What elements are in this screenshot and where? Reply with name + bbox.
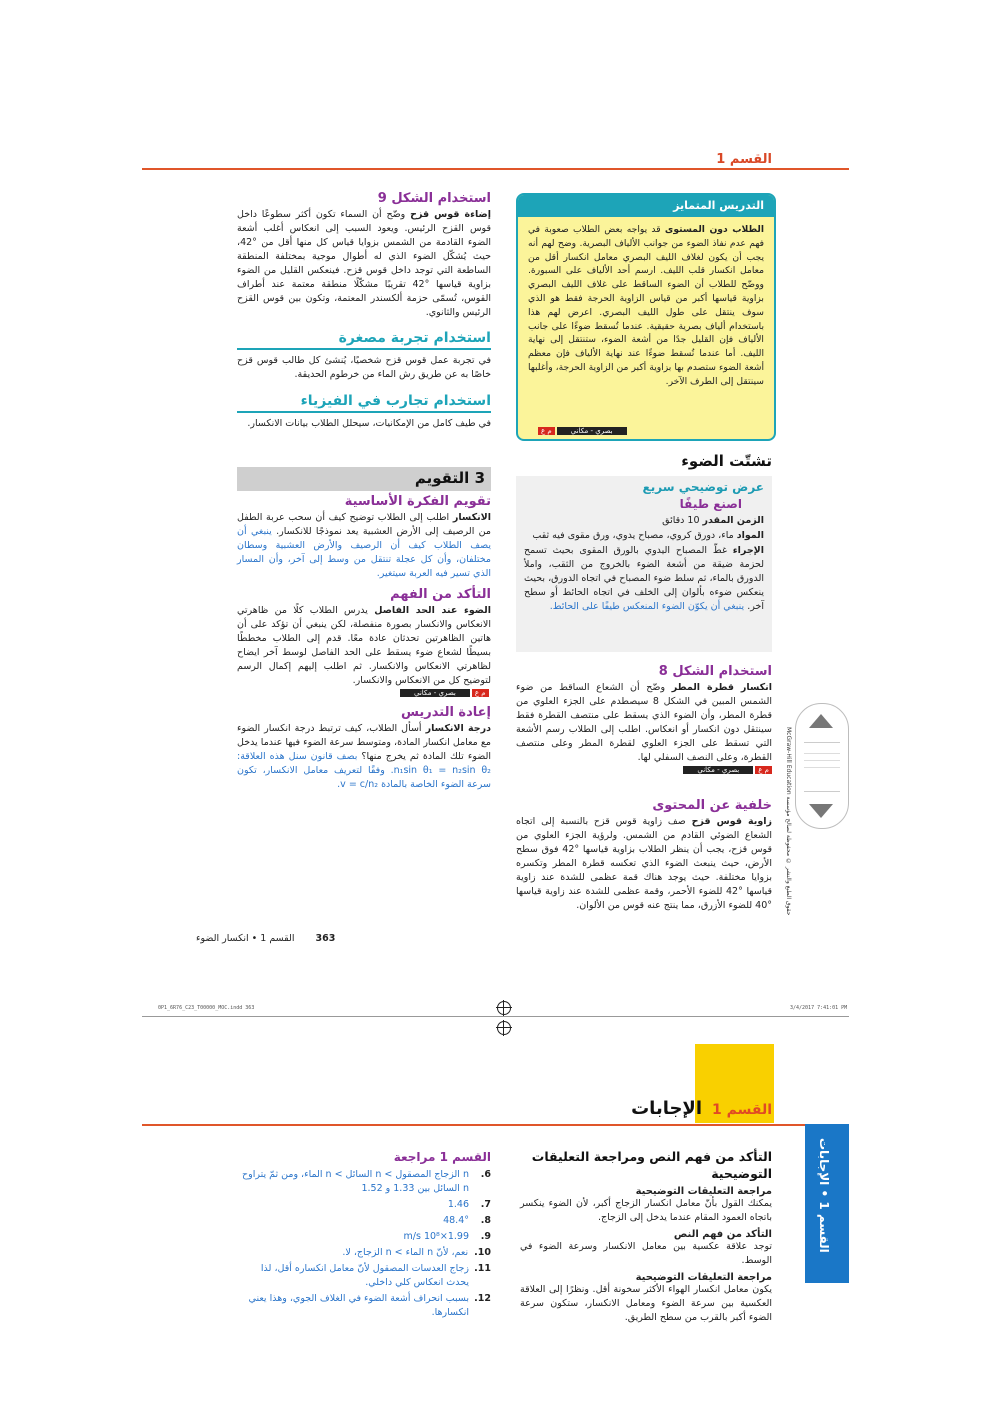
differentiated-body	[518, 217, 774, 389]
background-title: خلفية عن المحتوى	[652, 798, 772, 813]
review-item-number: 12.	[474, 1293, 491, 1304]
procedure-label: الإجراء	[732, 545, 764, 556]
answers-right-column	[520, 1148, 772, 1325]
registration-mark-icon	[497, 1021, 511, 1035]
procedure-answer: ينبغي أن يكوّن الضوء المنعكس طيفًا على الحائط.	[549, 601, 745, 612]
review-item	[237, 1230, 491, 1244]
refraction-body	[237, 511, 491, 581]
review-item	[237, 1198, 491, 1212]
review-item-text: 48.4°	[443, 1215, 469, 1226]
footer-caption: القسم 1 • انكسار الضوء	[196, 933, 295, 944]
caption-review-1-title: مراجعة التعليقات التوضيحية	[635, 1186, 772, 1197]
review-item-text: 1.46	[447, 1199, 469, 1210]
procedure-text: غطّ المصباح اليدوي بالورق المقوى بحيث تسمح لحزمة ضيقة من أشعة الضوء بالخروج من الثقب، واملأ الدورق بالماء، ثم سلط ضوء المصباح في اتجاه الدورق، بحيث ينعكس ضوءه بألوان إلى الخلف في اتجاه الحائط أو سطح آخر.	[524, 545, 764, 612]
tag-visual-spatial: بصري - مكاني	[400, 689, 470, 697]
answers-side-tab: القسم 1 • الإجابات	[805, 1124, 849, 1283]
differentiated-text: قد يواجه بعض الطلاب صعوبة في فهم عدم نفاذ الضوء من جوانب الألياف البصرية. وضح لهم أنه يجب أن يكون لغلاف الليف البصري معامل انكسار أقل من معامل انكسار قلب الليف. ارسم أحد الألياف على السبورة. ووضّح للطلاب أن الضوء الساقط على غلاف الليف البصري بزاوية قياسها أكبر من قياس الزاوية الحرجة فقط هو الذي سوف ينتقل على طول الليف البصري. اعرض لهم هذا باستخدام ألياف بصرية حقيقية. عندما تُسقط ضوءًا على جانب الألياف فإن القليل جدًا من أشعة الضوء، ستنتقل إلى نهاية الليف. أما عندما تُسقط ضوءًا عند نهاية الألياف فإن معظم أشعة الضوء ستصدم بها بزاوية أكبر من الزاوية الحرجة، وأغلبها سينتقل إلى الطرف الآخر.	[528, 224, 764, 387]
check-lead: الضوء عند الحد الفاصل	[374, 605, 491, 616]
review-item	[237, 1246, 491, 1260]
reteach-title: إعادة التدريس	[401, 705, 491, 720]
mini-lab-text: في تجربة عمل قوس قزح شخصيًا، يُنشئ كل طالب قوس قزح خاصًا به عن طريق رش الماء من خرطوم الحديقة.	[237, 355, 491, 380]
differentiated-box	[516, 193, 776, 441]
quick-demo-box	[516, 476, 772, 652]
answers-rule	[142, 1124, 849, 1126]
fig8-tags	[516, 766, 772, 774]
fig8-text: وضّح أن الشعاع الساقط من ضوء الشمس المبين في الشكل 8 سيصطدم على الجزء العلوي من قطرة المطر، وأن الضوء الذي يسقط على منتصف القطرة فقط سينتقل دون انكسار أو انعكاس. اطلب إلى الطلاب رسم الأشعة التي تسقط على الجزء العلوي لقطرة المطر وعلى منتصف القطرة، وعلى النصف السفلي لها.	[516, 682, 773, 763]
review-item-text: n الزجاج المصقول > n السائل > n الماء، ومن ثمّ يتراوح n السائل بين 1.33 و 1.52	[242, 1169, 469, 1194]
fig8-block	[516, 664, 772, 774]
fig8-title: استخدام الشكل 8	[658, 664, 772, 679]
review-item-text: بسبب انحراف أشعة الضوء في الغلاف الجوي، وهذا يعني انكسارها.	[248, 1293, 469, 1318]
reteach-lead: درجة الانكسار	[425, 723, 491, 734]
background-body	[516, 815, 772, 913]
review-item-number: 11.	[474, 1263, 491, 1274]
refraction-text: اطلب إلى الطلاب توضيح كيف أن سحب عربة الطفل من الرصيف إلى الأرض العشبية يعد نموذجًا للانكسار.	[237, 512, 491, 537]
review-list	[237, 1168, 491, 1320]
caption-review-2-text: يكون معامل انكسار الهواء الأكثر سخونة أقل. ونظرًا إلى العلاقة العكسية بين سرعة الضوء ومعامل الانكسار، ستكون سرعة الضوء أكبر بالقرب من سطح الطريق.	[520, 1284, 772, 1323]
tag-visual-spatial: بصري - مكاني	[683, 766, 753, 774]
physics-lab-block	[237, 393, 491, 431]
page-footer	[196, 933, 335, 944]
answers-left-column	[237, 1150, 491, 1322]
reteach-body	[237, 722, 491, 792]
background-block	[516, 798, 772, 913]
side-credit: حقوق الطبع والنشر © محفوظة لصالح مؤسسة McGraw-Hill Education	[785, 726, 792, 915]
reading-check-text: توجد علاقة عكسية بين معامل الانكسار وسرعة الضوء في الوسط.	[520, 1241, 772, 1266]
scroll-widget	[795, 703, 849, 829]
fig9-body	[237, 208, 491, 320]
review-item	[237, 1214, 491, 1228]
essential-idea-title: تقويم الفكرة الأساسية	[344, 494, 491, 509]
differentiated-tags	[538, 427, 627, 435]
refraction-lead: الانكسار	[452, 512, 491, 523]
fig8-body	[516, 681, 772, 765]
answers-right-heading: التأكد من فهم النص ومراجعة التعليقات التوضيحية	[531, 1149, 772, 1181]
physics-lab-title: استخدام تجارب في الفيزياء	[237, 393, 491, 413]
fig9-title: استخدام الشكل 9	[377, 191, 491, 206]
tag-red: م ع	[755, 766, 772, 774]
scroll-track[interactable]	[804, 742, 840, 792]
review-item-text: زجاج العدسات المصقول لأنّ معامل انكساره أقل، لذا يحدث انعكاس كلي داخلي.	[260, 1263, 469, 1288]
assess-block	[237, 494, 491, 792]
time-line	[516, 511, 772, 528]
time-value: 10 دقائق	[662, 515, 700, 526]
review-item-text: نعم، لأنّ n الماء > n الزجاج، لا.	[342, 1247, 469, 1258]
fig9-block	[237, 191, 491, 320]
answers-title-bar	[631, 1098, 772, 1119]
caption-review-2-title: مراجعة التعليقات التوضيحية	[635, 1272, 772, 1283]
fig9-text: وضّح أن السماء تكون أكثر سطوعًا داخل قوس القزح الرئيس. ويعود السبب إلى انعكاس أغلب أشعة الضوء القادمة من الشمس بزوايا قياس كل منها أقل من °42، حيث يُشكّل الضوء الذي له أطوال موجية بمختلفة المنطقة الساطعة التي توجد داخل قوس قزح. فينعكس القليل من الضوء بزاوية قياسها °42 تقريبًا مشكّلًا منطقة معتمة عند أطراف القوس، تُسمّى حزمة ألكسندر المعتمة، وتكون بين قوس القزح الرئيس والثانوي.	[237, 209, 491, 318]
reteach-text: أسأل الطلاب، كيف ترتبط درجة انكسار الضوء مع معامل انكسار المادة، ومتوسط سرعة الضوء فيها عندما يدخل الضوء تلك المادة ثم يخرج منها؟	[237, 723, 491, 762]
answers-title: الإجابات	[631, 1098, 703, 1119]
registration-mark-icon	[497, 1001, 511, 1015]
scroll-down-button[interactable]	[809, 804, 833, 818]
check-title: التأكد من الفهم	[390, 587, 491, 602]
refraction-answer: ينبغي أن يصف الطلاب كيف أن الرصيف والأرض العشبية وسطان مختلفان، وأن كل عجلة تنتقل من وسط إلى آخر، وأن المسار الذي تسير فيه العربة سيتغير.	[237, 526, 491, 579]
differentiated-box-header: التدريس المتمايز	[518, 195, 774, 217]
print-mark-right: 3/4/2017 7:41:01 PM	[790, 1005, 848, 1011]
tag-red: م ع	[472, 689, 489, 697]
differentiated-lead: الطلاب دون المستوى	[664, 224, 765, 235]
check-tags	[237, 689, 491, 697]
review-item-number: 8.	[480, 1215, 491, 1226]
header-rule	[142, 168, 849, 170]
quick-demo-title: عرض توضيحي سريع	[642, 480, 764, 494]
caption-review-1-text: يمكنك القول بأنّ معامل انكسار الزجاج أكبر، لأن الضوء ينكسر باتجاه العمود المقام عندما يدخل إلى الزجاج.	[520, 1198, 772, 1223]
fig9-lead: إضاءة قوس قزح	[410, 209, 491, 220]
section-header-label: القسم 1	[716, 152, 772, 167]
reteach-answer: بصف قانون سنل هذه العلاقة: n₁sin θ₁ = n₂sin θ₂. وفقًا لتعريف معامل الانكسار، تكون سرعة الضوء الخاصة بالمادة v = c/n₂.	[237, 751, 491, 790]
answers-section-label: القسم 1	[712, 1102, 772, 1118]
fig8-lead: انكسار قطرة المطر	[671, 682, 772, 693]
scroll-up-button[interactable]	[809, 714, 833, 728]
background-text: صف زاوية قوس قزح بالنسبة إلى اتجاه الشعاع الضوئي القادم من الشمس. ولرؤية الجزء العلوي من قوس قزح، يجب أن ينظر الطلاب بزاوية قياسها °42 فوق سطح الأرض، حيث ينبعث الضوء الذي تعكسه قطرة المطر وتكسره بزوايا مختلفة. حيث يوجد هناك قمة عظمى للشدة عند زاوية قياسها °42 للضوء الأحمر، وقمة عظمى للشدة عند زاوية قياسها °40 للضوء الأزرق، مما ينتج عنه قوس من الألوان.	[516, 816, 773, 911]
check-text: يدرس الطلاب كلًا من ظاهرتي الانعكاس والانكسار بصورة منفصلة، لكن ينبغي أن تؤكد على أن هاتين الظاهرتين تحدثان عادة معًا. قدم إلى الطلاب مخططًا بسيطًا لشعاع ضوء يسقط على الحد الفاصل لوسط آخر ايضاح لظاهرتي الانعكاس والانكسار. ثم اطلب إليهم إكمال الرسم لتوضيح كل من الانعكاس والانكسار.	[237, 605, 491, 686]
background-lead: زاوية قوس قزح	[691, 816, 772, 827]
materials-line	[516, 528, 772, 543]
review-item	[237, 1292, 491, 1320]
section-review-title: القسم 1 مراجعة	[393, 1150, 491, 1164]
review-item-number: 10.	[474, 1247, 491, 1258]
make-rainbow-title: اصنع طيفًا	[679, 497, 742, 511]
procedure-line	[516, 543, 772, 614]
mini-lab-block	[237, 330, 491, 382]
dispersion-title: تشتّت الضوء	[681, 452, 772, 470]
review-item-number: 6.	[480, 1169, 491, 1180]
review-item-text: 1.99×10⁸ m/s	[403, 1231, 469, 1242]
reading-check-title: التأكد من فهم النص	[673, 1229, 772, 1240]
time-label: الزمن المقدر	[702, 515, 764, 526]
tag-red: م ع	[538, 427, 555, 435]
mini-lab-title: استخدام تجربة مصغرة	[237, 330, 491, 350]
assess-number: 3	[474, 469, 485, 487]
assess-header	[237, 467, 491, 491]
page-divider	[142, 1016, 849, 1017]
review-item-number: 9.	[480, 1231, 491, 1242]
review-item	[237, 1262, 491, 1290]
review-item	[237, 1168, 491, 1196]
check-body	[237, 604, 491, 688]
tag-visual-spatial: بصري - مكاني	[557, 427, 627, 435]
review-item-number: 7.	[480, 1199, 491, 1210]
physics-lab-text: في طيف كامل من الإمكانيات، سيحلل الطلاب بيانات الانكسار.	[247, 418, 491, 429]
assess-label: التقويم	[414, 469, 470, 487]
print-mark-left: 0P1_6R76_C23_T00000_MOC.indd 363	[158, 1005, 255, 1011]
materials-value: ماء، دورق كروي، مصباح يدوي، ورق مقوى فيه ثقب	[532, 530, 734, 541]
materials-label: المواد	[736, 530, 764, 541]
page-number: 363	[315, 933, 336, 944]
